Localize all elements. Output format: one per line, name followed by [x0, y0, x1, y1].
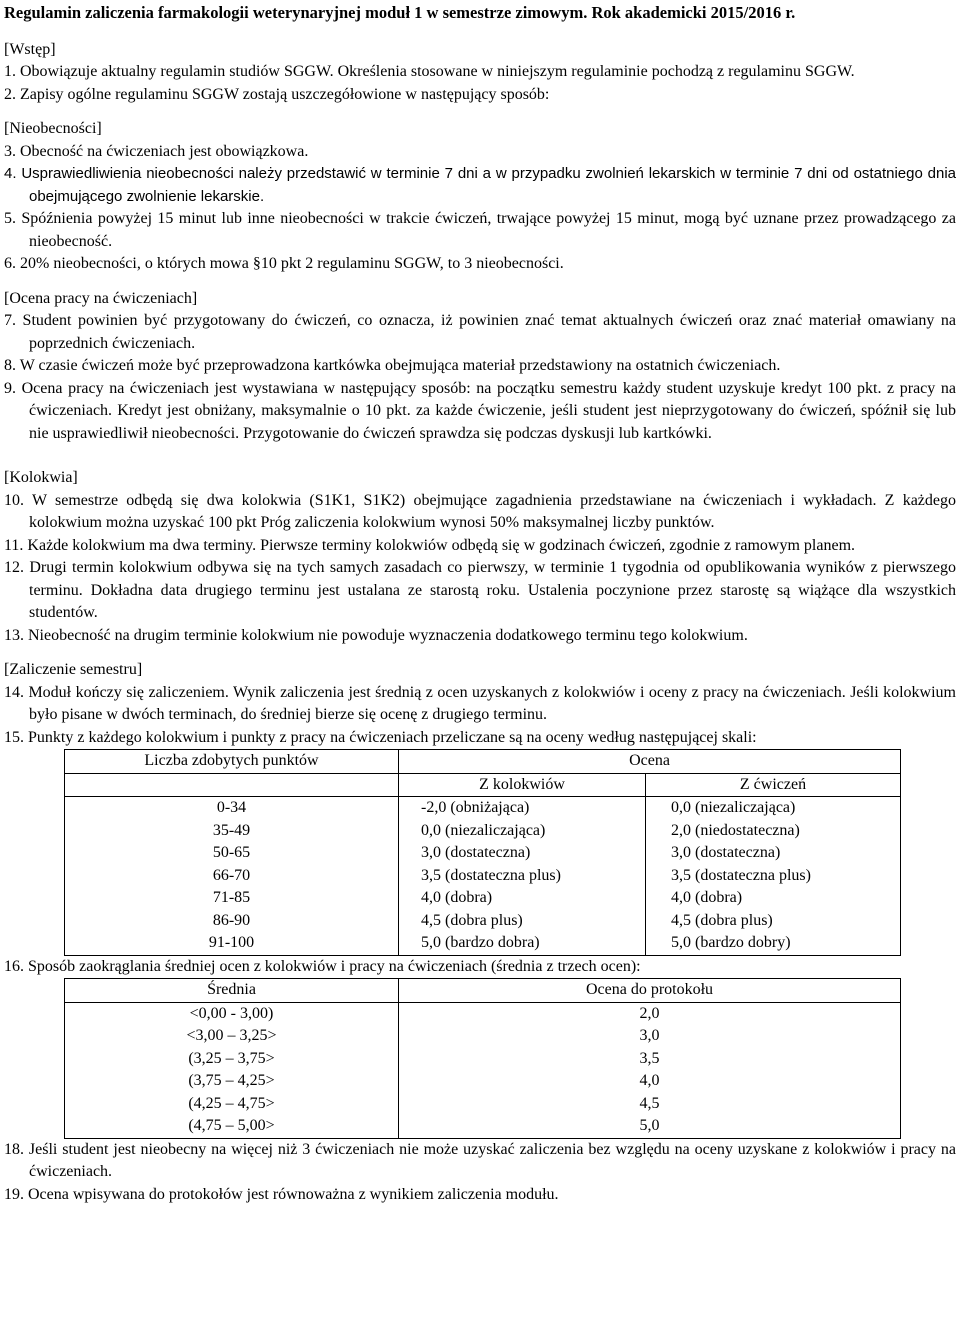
paragraph-9: 9. Ocena pracy na ćwiczeniach jest wystawiana w następujący sposób: na początku semestru każdy student uzyskuje kredyt 100 pkt. z pracy na ćwiczeniach. Kredyt jest obniżany, maksymalnie o 10 pkt. za każde ćwiczenie, jeśli student jest nieprzygotowany do ćwiczeń, spóźnił się lub nie usprawiedliwił nieobecności. Przygotowanie do ćwiczeń sprawdza się podczas dyskusji lub kartkówki. [4, 379, 956, 442]
header-empty [65, 773, 399, 797]
table-cell: 4,5 (dobra plus) [421, 911, 523, 929]
table-cell: 66-70 [212, 866, 251, 884]
colloquia-column [399, 797, 646, 956]
protocol-grade-column [399, 1002, 901, 1138]
table-cell: 71-85 [212, 889, 251, 906]
table-cell: 50-65 [212, 844, 251, 861]
table-cell: 4,5 (dobra plus) [671, 911, 773, 929]
paragraph-19: 19. Ocena wpisywana do protokołów jest równoważna z wynikiem zaliczenia modułu. [4, 1185, 559, 1203]
grading-scale-table [64, 749, 901, 956]
document-title: Regulamin zaliczenia farmakologii weterynaryjnej moduł 1 w semestrze zimowym. Rok akademicki 2015/2016 r. [4, 3, 796, 22]
section-heading: [Ocena pracy na ćwiczeniach] [4, 289, 198, 307]
paragraph-2: 2. Zapisy ogólne regulaminu SGGW zostają uszczegółowione w następujący sposób: [4, 85, 550, 103]
paragraph-7: 7. Student powinien być przygotowany do ćwiczeń, co oznacza, iż powinien znać temat aktualnych ćwiczeń oraz znać materiał omawiany na poprzednich ćwiczeniach. [4, 312, 956, 352]
rounding-table [64, 978, 901, 1139]
table-cell: 3,5 (dostateczna plus) [421, 866, 561, 884]
section-wstep [4, 39, 956, 107]
table-cell: <3,00 – 3,25> [186, 1027, 277, 1044]
paragraph-5: 5. Spóźnienia powyżej 15 minut lub inne nieobecności w trakcie ćwiczeń, trwające powyżej 15 minut, mogą być uznane przez prowadzącego za nieobecność. [4, 210, 956, 250]
table-cell: 3,0 (dostateczna) [421, 844, 531, 861]
table-cell: -2,0 (obniżająca) [421, 799, 530, 816]
table-cell: 3,0 (dostateczna) [671, 844, 781, 861]
table-cell: <0,00 - 3,00) [189, 1004, 274, 1022]
table-header-row [65, 979, 901, 1003]
section-heading: [Wstęp] [4, 40, 56, 58]
header-colloquia: Z kolokwiów [399, 773, 646, 797]
paragraph-10: 10. W semestrze odbędą się dwa kolokwia (S1K1, S1K2) obejmujące zagadnienia przedstawiane na ćwiczeniach i wykładach. Z każdego kolokwium można uzyskać 100 pkt Próg zaliczenia kolokwium wynosi 50% maksymalnej liczby punktów. [4, 491, 956, 531]
section-nieobecnosci [4, 118, 956, 276]
table-body-row [65, 1002, 901, 1138]
table-cell: (3,75 – 4,25> [188, 1072, 275, 1089]
table-header-row [65, 750, 901, 774]
table-cell: 4,0 (dobra) [671, 889, 743, 906]
paragraph-16: 16. Sposób zaokrąglania średniej ocen z kolokwiów i pracy na ćwiczeniach (średnia z trzech ocen): [4, 957, 641, 975]
average-column [65, 1002, 399, 1138]
section-ocena-pracy [4, 288, 956, 446]
points-column [65, 797, 399, 956]
table-subheader-row [65, 773, 901, 797]
table-body-row [65, 797, 901, 956]
paragraph-15: 15. Punkty z każdego kolokwium i punkty z pracy na ćwiczeniach przeliczane są na oceny według następującej skali: [4, 728, 757, 746]
paragraph-8: 8. W czasie ćwiczeń może być przeprowadzona kartkówka obejmująca materiał przedstawiony na ostatnich ćwiczeniach. [4, 357, 781, 374]
table-cell: 3,0 [639, 1027, 660, 1044]
table-cell: 4,5 [639, 1094, 660, 1112]
paragraph-11: 11. Każde kolokwium ma dwa terminy. Pierwsze terminy kolokwiów odbędą się w godzinach ćwiczeń, zgodnie z ramowym planem. [4, 536, 856, 554]
header-grade: Ocena [399, 750, 901, 774]
section-heading: [Nieobecności] [4, 120, 102, 137]
paragraph-13: 13. Nieobecność na drugim terminie kolokwium nie powoduje wyznaczenia dodatkowego terminu tego kolokwium. [4, 626, 748, 644]
table-cell: 3,5 (dostateczna plus) [671, 866, 811, 884]
table-cell: 2,0 (niedostateczna) [671, 821, 800, 839]
table-cell: 2,0 [639, 1004, 660, 1022]
exercises-column [646, 797, 901, 956]
table-cell: 35-49 [212, 821, 251, 839]
section-heading: [Zaliczenie semestru] [4, 661, 143, 678]
table-cell: 0,0 (niezaliczająca) [671, 799, 796, 816]
table-cell: 0-34 [216, 799, 247, 816]
paragraph-12: 12. Drugi termin kolokwium odbywa się na tych samych zasadach co pierwszy, w terminie 1 tygodnia od opublikowania wyników z pierwszego terminu. Dokładna data drugiego terminu jest ustalana ze starostą roku. Ustalenia poczynione przez starostę są wiążące dla wszystkich studentów. [4, 559, 956, 621]
table-cell: (3,25 – 3,75> [188, 1049, 275, 1067]
table-cell: 4,0 (dobra) [421, 889, 493, 906]
table-cell: 3,5 [639, 1049, 660, 1067]
table-cell: 91-100 [208, 934, 255, 951]
paragraph-6: 6. 20% nieobecności, o których mowa §10 pkt 2 regulaminu SGGW, to 3 nieobecności. [4, 255, 564, 272]
document-page [0, 2, 960, 1206]
paragraph-18: 18. Jeśli student jest nieobecny na więcej niż 3 ćwiczeniach nie może uzyskać zaliczenia bez względu na oceny uzyskane z kolokwiów i pracy na ćwiczeniach. [4, 1140, 956, 1180]
table-cell: 5,0 (bardzo dobra) [421, 934, 540, 951]
table-cell: (4,75 – 5,00> [188, 1117, 275, 1134]
header-exercises: Z ćwiczeń [646, 773, 901, 797]
section-heading: [Kolokwia] [4, 469, 78, 486]
table-cell: (4,25 – 4,75> [188, 1094, 275, 1112]
paragraph-4: 4. Usprawiedliwienia nieobecności należy przedstawić w terminie 7 dni a w przypadku zwolnień lekarskich w terminie 7 dni od ostatniego dnia obejmującego zwolnienie lekarskie. [4, 165, 956, 205]
paragraph-14: 14. Moduł kończy się zaliczeniem. Wynik zaliczenia jest średnią z ocen uzyskanych z kolokwiów i oceny z pracy na ćwiczeniach. Jeśli kolokwium było pisane w dwóch terminach, do średniej bierze się ocenę z drugiego terminu. [4, 683, 956, 723]
table-cell: 5,0 [639, 1117, 660, 1134]
section-kolokwia [4, 467, 956, 647]
table-cell: 86-90 [212, 911, 251, 929]
header-protocol-grade: Ocena do protokołu [399, 979, 901, 1003]
paragraph-1: 1. Obowiązuje aktualny regulamin studiów SGGW. Określenia stosowane w niniejszym regulaminie pochodzą z regulaminu SGGW. [4, 63, 855, 80]
table-cell: 0,0 (niezaliczająca) [421, 821, 546, 839]
paragraph-3: 3. Obecność na ćwiczeniach jest obowiązkowa. [4, 142, 309, 160]
table-cell: 4,0 [639, 1072, 660, 1089]
section-zaliczenie [4, 659, 956, 749]
header-points: Liczba zdobytych punktów [65, 750, 399, 774]
header-average: Średnia [65, 979, 399, 1003]
table-cell: 5,0 (bardzo dobry) [671, 934, 791, 951]
